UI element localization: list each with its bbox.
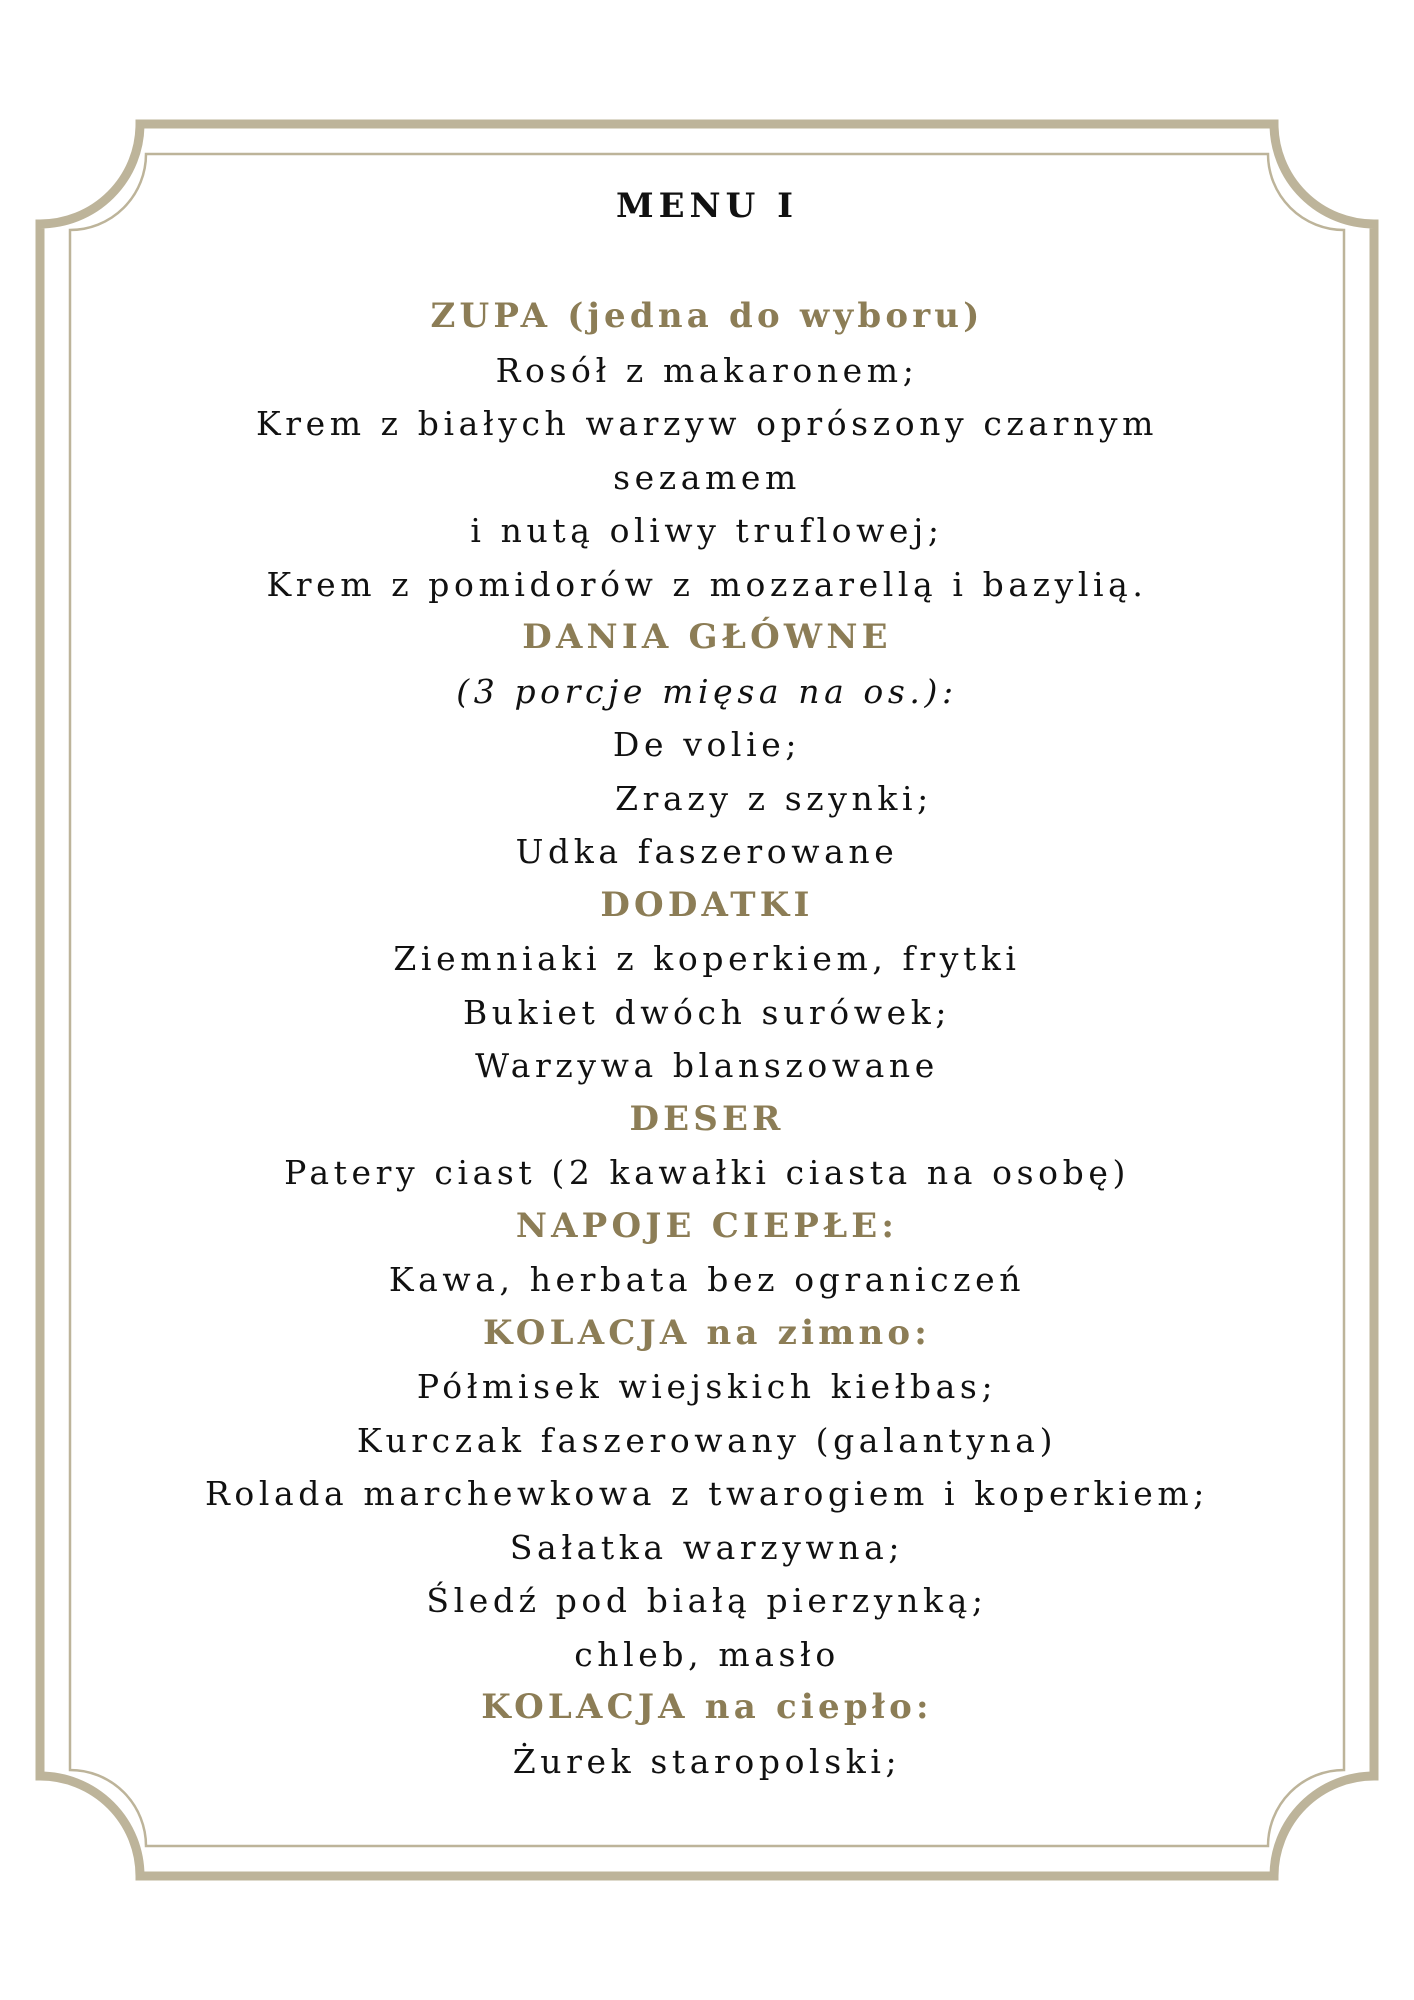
- section-heading-cold-supper: KOLACJA na zimno:: [482, 1312, 932, 1353]
- portion-note: (3 porcje mięsa na os.):: [456, 671, 958, 711]
- menu-item: Sałatka warzywna;: [509, 1527, 905, 1567]
- menu-item: sezamem: [613, 457, 801, 497]
- menu-item: Zrazy z szynki;: [615, 778, 933, 818]
- menu-item: Ziemniaki z koperkiem, frytki: [393, 939, 1021, 978]
- section-heading-dessert: DESER: [629, 1098, 785, 1139]
- menu-content: [150, 290, 1264, 1788]
- menu-item: Kurczak faszerowany (galantyna): [356, 1420, 1058, 1460]
- section-heading-soup: ZUPA (jedna do wyboru): [430, 296, 984, 336]
- menu-item: i nutą oliwy truflowej;: [470, 511, 944, 550]
- menu-item: Krem z pomidorów z mozzarellą i bazylią.: [266, 564, 1148, 604]
- menu-item: Rolada marchewkowa z twarogiem i koperkiem;: [204, 1474, 1210, 1513]
- menu-item: Warzywa blanszowane: [475, 1046, 939, 1085]
- menu-item: Kawa, herbata bez ograniczeń: [388, 1260, 1026, 1299]
- menu-item: Krem z białych warzyw oprószony czarnym: [255, 404, 1159, 443]
- section-heading-main-courses: DANIA GŁÓWNE: [522, 617, 892, 657]
- section-heading-hot-supper: KOLACJA na ciepło:: [481, 1687, 933, 1727]
- menu-item: Półmisek wiejskich kiełbas;: [416, 1367, 998, 1406]
- menu-item: Rosół z makaronem;: [495, 350, 919, 390]
- menu-item: chleb, masło: [574, 1634, 840, 1674]
- menu-item: De volie;: [612, 725, 802, 764]
- menu-item: Udka faszerowane: [515, 832, 899, 871]
- section-heading-sides: DODATKI: [600, 884, 814, 925]
- section-heading-hot-drinks: NAPOJE CIEPŁE:: [515, 1205, 899, 1246]
- menu-item: Patery ciast (2 kawałki ciasta na osobę): [284, 1153, 1130, 1192]
- menu-item: Bukiet dwóch surówek;: [462, 992, 952, 1032]
- menu-item: Żurek staropolski;: [512, 1741, 902, 1781]
- menu-item: Śledź pod białą pierzynką;: [426, 1581, 988, 1620]
- menu-title: MENU I: [615, 186, 799, 226]
- menu-item-row: [150, 772, 1264, 826]
